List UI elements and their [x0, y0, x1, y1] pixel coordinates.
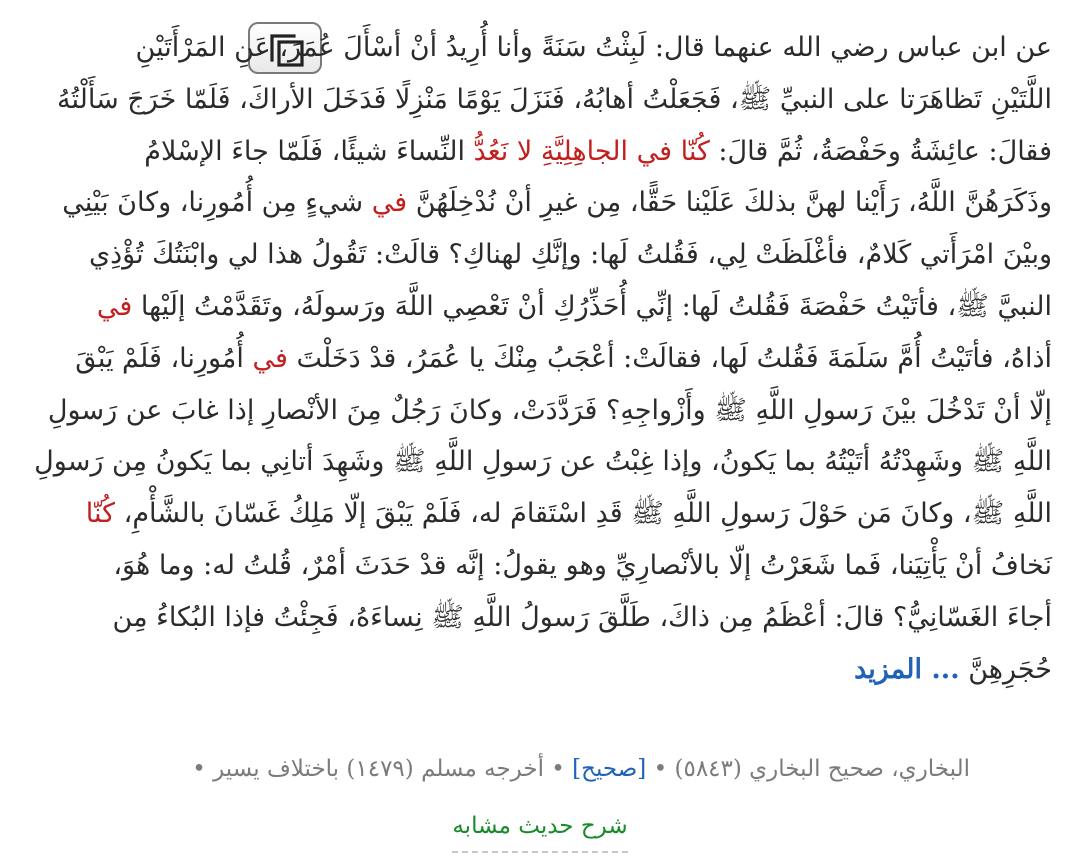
similar-hadith-link[interactable]: شرح حديث مشابه — [452, 809, 627, 853]
more-link[interactable]: ... المزيد — [854, 653, 960, 685]
highlighted-term: كُنّا في الجاهِلِيَّةِ لا نَعُدُّ — [473, 135, 710, 167]
highlighted-term: كُنّا — [85, 498, 116, 530]
hadith-text-part: نَخافُ أنْ يَأْتِيَنا، فَما شَعَرْتُ إلّا بالأنْصارِيِّ وهو يقولُ: إنَّه قدْ حَدَثَ أمْرٌ، قُلتُ له: وما هُوَ، أجاءَ الغَسّانِيُّ؟ قالَ: أعْظَمُ مِن ذاكَ، طَلَّقَ رَسولُ اللَّهِ ﷺ نِساءَهُ، فَجِئْتُ فإذا البُكاءُ مِن حُجَرِهِنَّ — [112, 549, 1052, 685]
highlighted-term: في — [252, 342, 288, 374]
highlighted-term: في — [96, 290, 133, 322]
grade-link[interactable]: [صحيح] — [572, 756, 647, 782]
highlighted-term: في — [371, 187, 408, 219]
hadith-source-info — [192, 756, 970, 782]
hadith-text-part: شيءٍ مِن أُمُورِنا، وكانَ بَيْنِي وبيْنَ امْرَأَتي كَلامٌ، فأغْلَظَتْ لِي، فَقُلتُ لَها: وإنَّكِ لهناكِ؟ قالَتْ: تَقُولُ هذا لي وابْنَتُكَ تُؤْذِي النبيَّ ﷺ، فأتَيْتُ حَفْصَةَ فَقُلتُ لَها: إنِّي أُحَذِّرُكِ أنْ تَعْصِي اللَّهَ ورَسولَهُ، وتَقَدَّمْتُ إلَيْها — [62, 187, 1052, 322]
hadith-text-part: أذاهُ، فأتَيْتُ أُمَّ سَلَمَةَ فَقُلتُ لَها، فقالَتْ: أعْجَبُ مِنْكَ يا عُمَرُ، قدْ دَخَلْتَ — [296, 342, 1052, 374]
takhrij-note: • أخرجه مسلم (١٤٧٩) باختلاف يسير • — [192, 756, 573, 782]
hadith-text-part: عن ابن عباس رضي الله عنهما قال: لَبِثْتُ سَنَةً وأنا أُرِيدُ أنْ أسْأَلَ عُمَرَ، عَنِ المَرْأَتَيْنِ اللَّتَيْنِ تَظاهَرَتا على النبيِّ ﷺ، فَجَعَلْتُ أهابُهُ، فَنَزَلَ يَوْمًا مَنْزِلًا فَدَخَلَ الأراكَ، فَلَمّا خَرَجَ سَأَلْتُهُ فقالَ: عائِشَةُ وحَفْصَةُ، ثُمَّ قالَ: — [57, 32, 1052, 167]
hadith-text-part: أُمُورِنا، فَلَمْ يَبْقَ إلّا أنْ تَدْخُلَ بيْنَ رَسولِ اللَّهِ ﷺ وأَزْواجِهِ؟ فَرَدَّدَتْ، وكانَ رَجُلٌ مِنَ الأنْصارِ إذا غابَ عن رَسولِ اللَّهِ ﷺ وشَهِدْتُهُ أتَيْتُهُ بما يَكونُ، وإذا غِبْتُ عن رَسولِ اللَّهِ ﷺ وشَهِدَ أتانِي بما يَكونُ مِن رَسولِ اللَّهِ ﷺ، وكانَ مَن حَوْلَ رَسولِ اللَّهِ ﷺ قَدِ اسْتَقامَ له، فَلَمْ يَبْقَ إلّا مَلِكُ غَسّانَ بالشَّأْمِ، — [34, 342, 1052, 530]
similar-hadith-row — [0, 809, 1080, 853]
hadith-text-part: النِّساءَ شيئًا، فَلَمّا جاءَ الإسْلامُ وذَكَرَهُنَّ اللَّهُ، رَأَيْنا لهنَّ بذلكَ عَلَيْنا حَقًّا، مِن غيرِ أنْ نُدْخِلَهُنَّ — [144, 135, 1052, 219]
source-book: البخاري، صحيح البخاري (٥٨٤٣) • — [646, 756, 970, 782]
hadith-text — [26, 22, 1052, 695]
